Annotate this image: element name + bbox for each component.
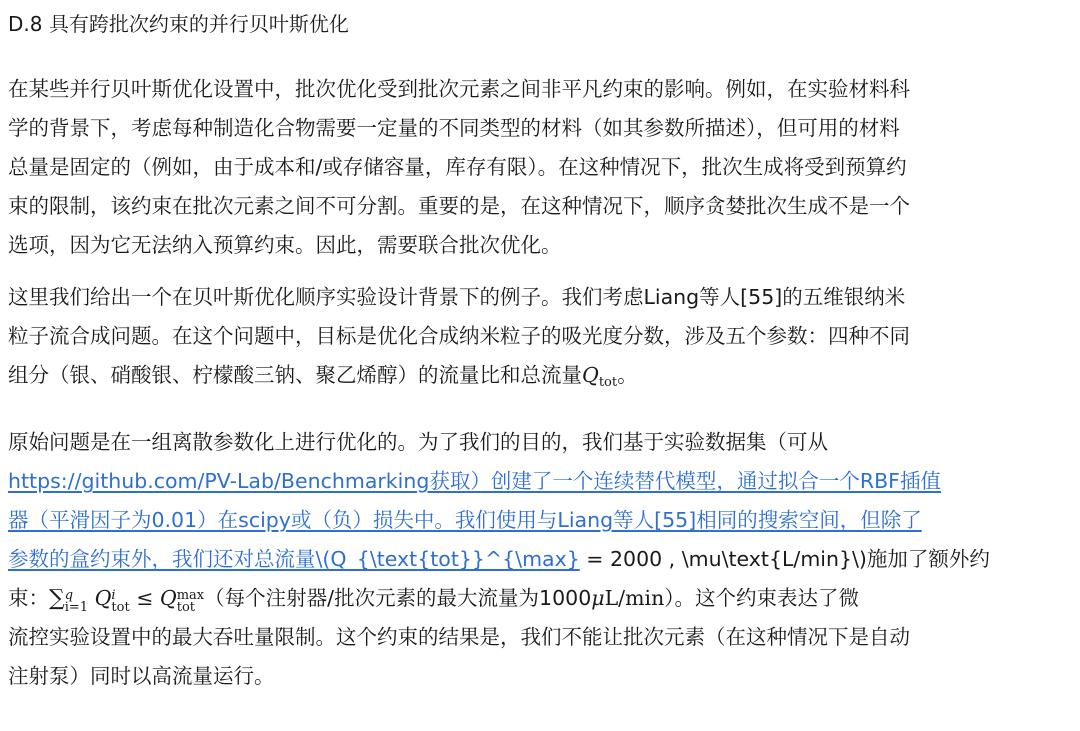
math-q-tot: $Q_{tot}$	[582, 363, 618, 390]
paragraph-problem-setup	[8, 423, 1072, 696]
link-continuation[interactable]: 器（平滑因子为0.01）在scipy或（负）损失中。我们使用与Liang等人[55]相同的搜索空间，但除了	[8, 508, 922, 532]
text-line: 注射泵）同时以高流量运行。	[8, 664, 275, 688]
paragraph-constraints-intro	[8, 70, 1072, 265]
text-line: 参数的盒约束外，我们还对总流量\(Q_{\text{tot}}^{\max} = 2000 , \mu\text{L/min}\)施加了额外约	[8, 547, 990, 571]
text-line: 原始问题是在一组离散参数化上进行优化的。为了我们的目的，我们基于实验数据集（可从	[8, 430, 828, 454]
document	[8, 0, 1072, 696]
text-line: 选项，因为它无法纳入预算约束。因此，需要联合批次优化。	[8, 233, 562, 257]
github-link[interactable]: https://github.com/PV-Lab/Benchmarking获取）创建了一个连续替代模型，通过拟合一个RBF插值	[8, 469, 941, 493]
text-line: 流控实验设置中的最大吞吐量限制。这个约束的结果是，我们不能让批次元素（在这种情况下是自动	[8, 625, 910, 649]
constraint-formula-line: 束：∑ q i=1 Q i tot ≤ Q max tot （每个注射器/批次元素的最大流量为1000μL/min）。这个约束表达了微	[8, 586, 860, 615]
link-continuation[interactable]: 参数的盒约束外，我们还对总流量\(Q_{\text{tot}}^{\max}	[8, 547, 580, 571]
text-line	[8, 462, 1072, 501]
text-line: 束的限制，该约束在批次元素之间不可分割。重要的是，在这种情况下，顺序贪婪批次生成不是一个	[8, 194, 910, 218]
text-line: 在某些并行贝叶斯优化设置中，批次优化受到批次元素之间非平凡约束的影响。例如，在实验材料科	[8, 77, 910, 101]
text-line: 总量是固定的（例如，由于成本和/或存储容量，库存有限）。在这种情况下，批次生成将受到预算约	[8, 155, 907, 179]
sum-symbol: ∑	[49, 586, 65, 611]
text-line	[8, 501, 1072, 540]
text-line: 组分（银、硝酸银、柠檬酸三钠、聚乙烯醇）的流量比和总流量$Q_{tot}$。	[8, 363, 638, 390]
text-line: 这里我们给出一个在贝叶斯优化顺序实验设计背景下的例子。我们考虑Liang等人[55]的五维银纳米	[8, 285, 906, 309]
math-constraint: ∑ q i=1 Q i tot ≤ Q max tot	[49, 586, 205, 615]
text-line: 学的背景下，考虑每种制造化合物需要一定量的不同类型的材料（如其参数所描述），但可用的材料	[8, 116, 900, 140]
math-unit: μL/min	[591, 586, 665, 610]
section-heading: D.8 具有跨批次约束的并行贝叶斯优化	[8, 12, 349, 36]
paragraph-example	[8, 278, 1072, 402]
text-line: 粒子流合成问题。在这个问题中，目标是优化合成纳米粒子的吸光度分数，涉及五个参数：四种不同	[8, 324, 910, 348]
